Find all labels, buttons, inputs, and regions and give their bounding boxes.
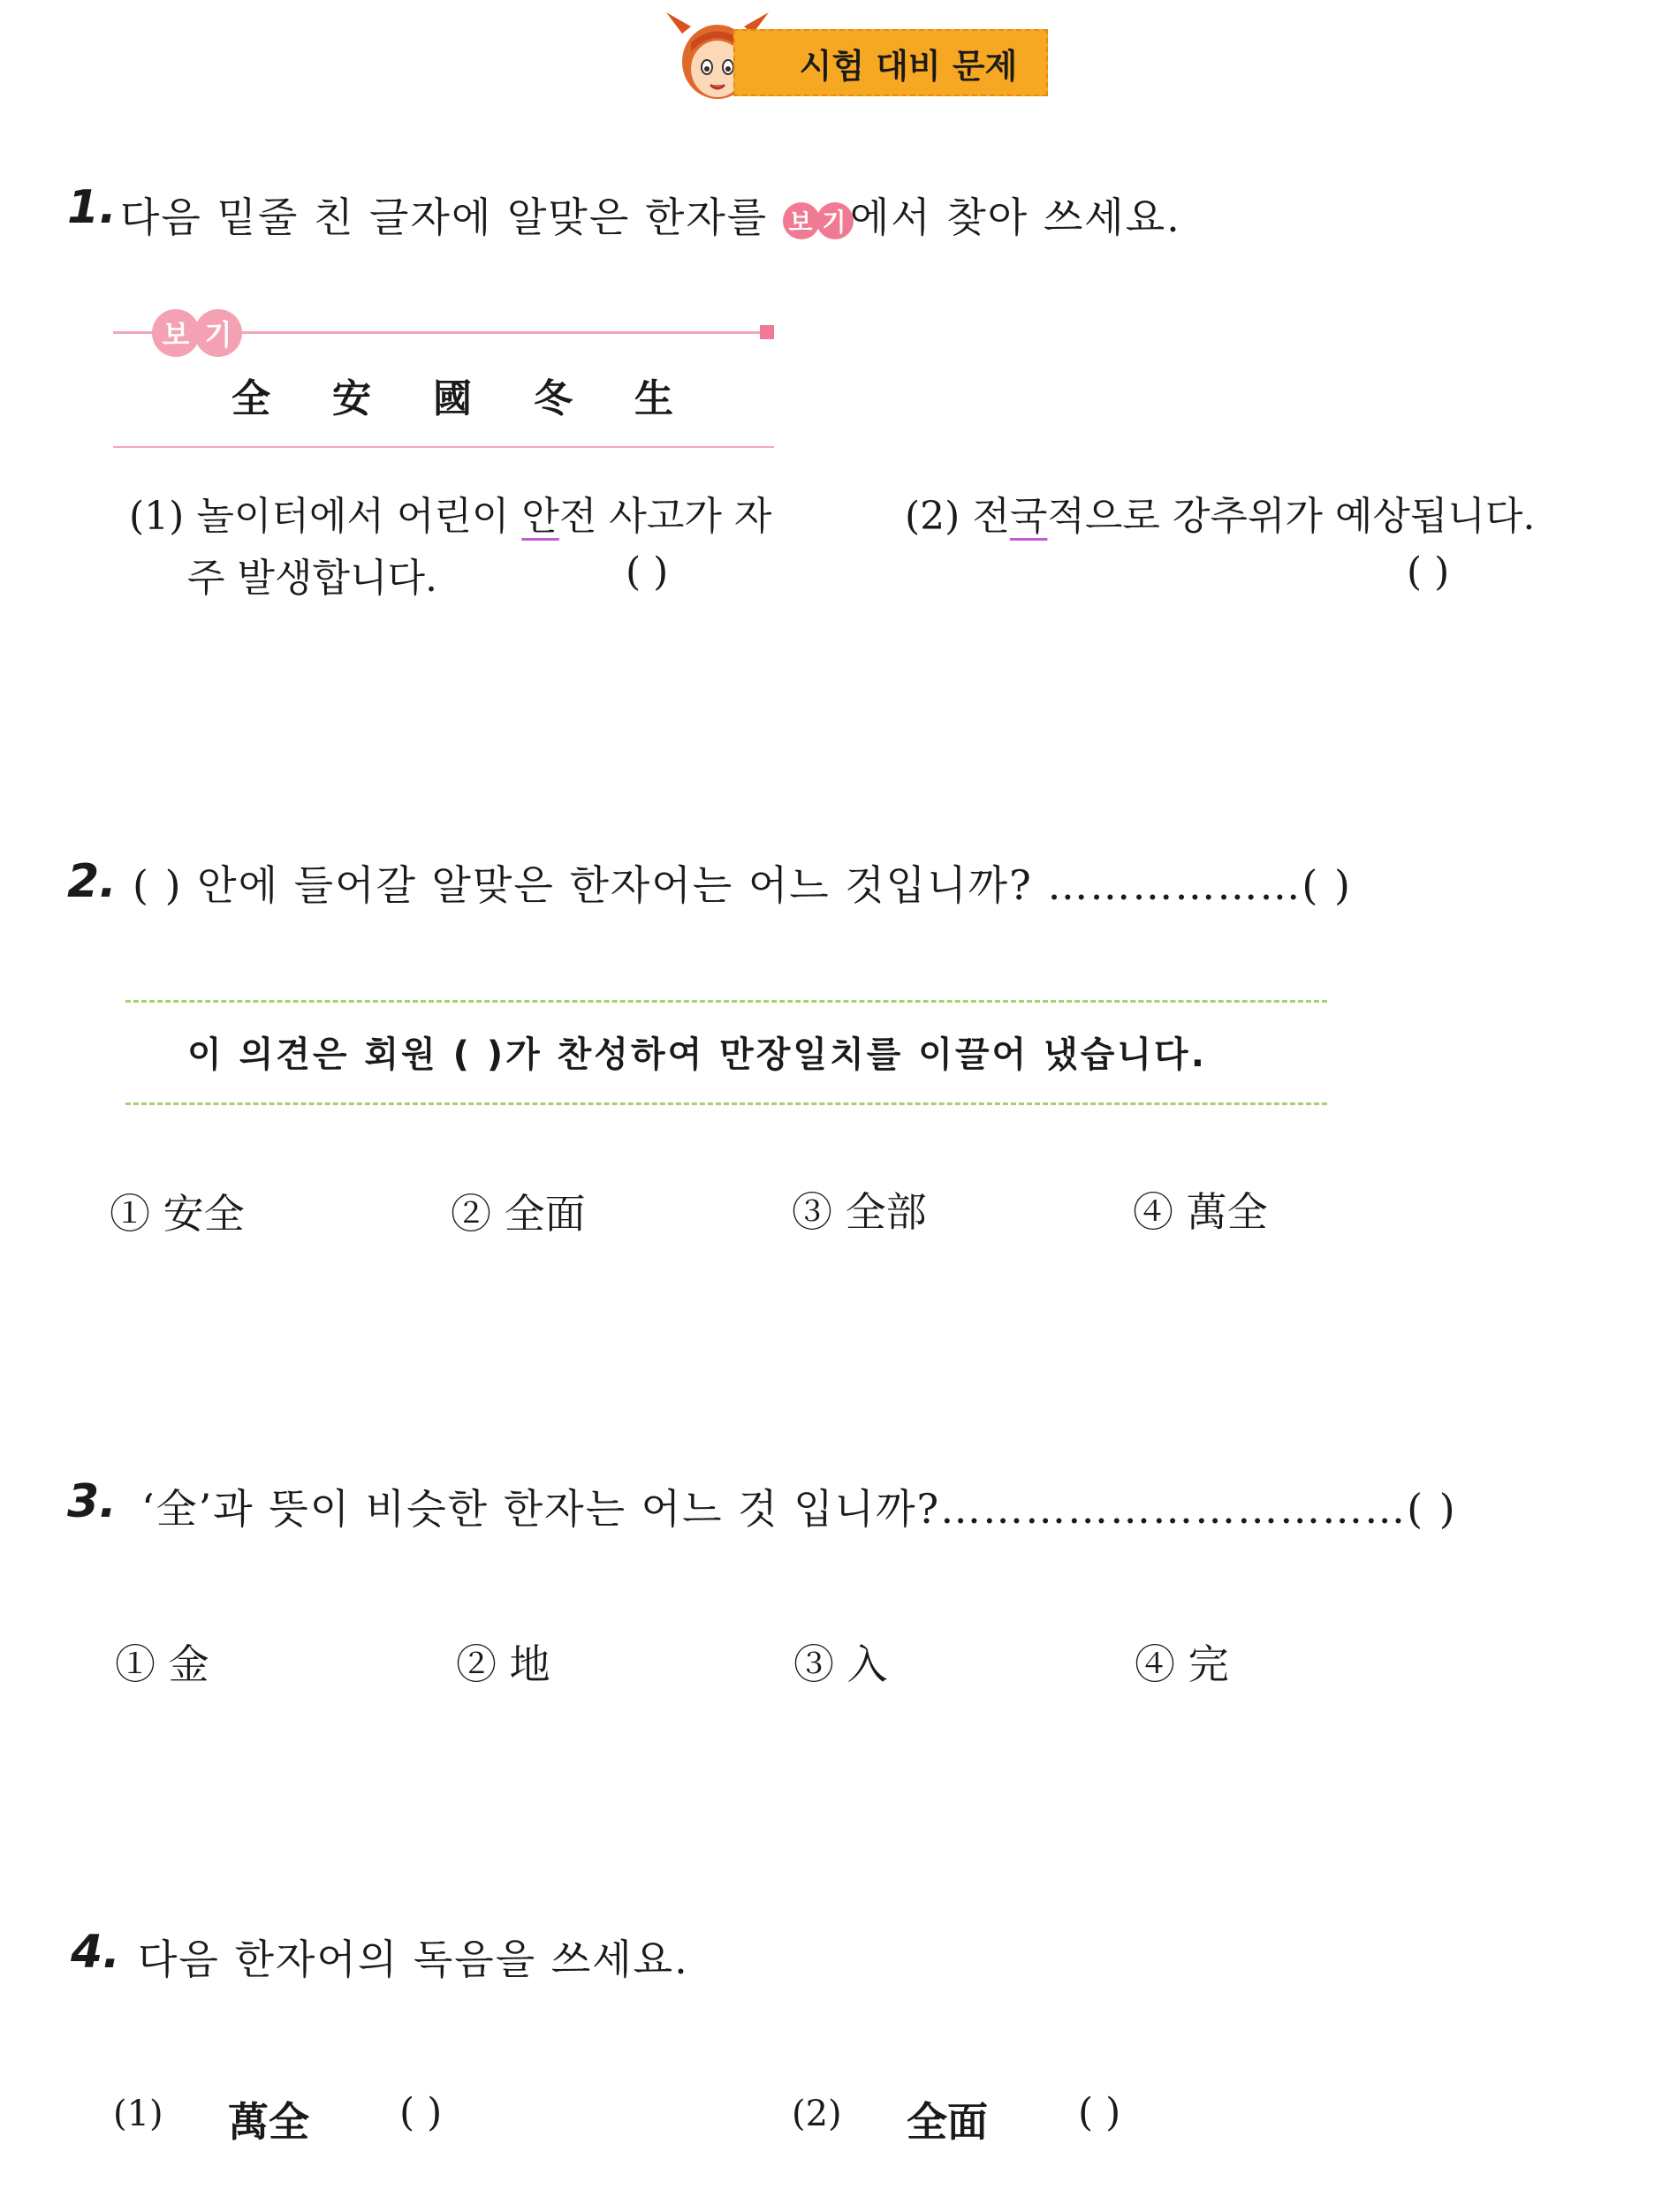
q1-text-after: 에서 찾아 쓰세요. [849, 193, 1181, 241]
bogi-line-end-marker [760, 325, 774, 339]
bogi-char: 보 [783, 202, 820, 239]
bogi-inline-badge [783, 202, 850, 239]
q2-sentence: 이 의견은 회원 ( )가 찬성하여 만장일치를 이끌어 냈습니다. [187, 1034, 1207, 1075]
section-title: 시험 대비 문제 [799, 46, 1018, 86]
q2-option-4[interactable]: ④ 萬全 [1133, 1188, 1268, 1236]
sub-number: (2) [905, 494, 960, 539]
q1-sub1 [129, 486, 771, 610]
q3-option-3[interactable]: ③ 入 [793, 1640, 888, 1688]
q3-option-4[interactable]: ④ 完 [1135, 1640, 1229, 1688]
q4-item-2-number: (2) [792, 2094, 842, 2134]
q1-text-before: 다음 밑줄 친 글자에 알맞은 한자를 [120, 193, 769, 241]
q2-option-3[interactable]: ③ 全部 [792, 1188, 927, 1236]
sentence-bottom-border [125, 1102, 1327, 1105]
sub-number: (1) [129, 494, 185, 539]
bogi-hanja: 國 [433, 376, 472, 421]
q3-option-2[interactable]: ② 地 [456, 1640, 550, 1688]
sub1-underlined: 안 [521, 494, 559, 539]
q3-option-1[interactable]: ① 金 [115, 1640, 209, 1688]
q2-number: 2. [67, 855, 117, 908]
sub1-text-line2: 주 발생합니다. [187, 556, 437, 601]
q3-number: 3. [67, 1475, 117, 1528]
q1-sub1-answer[interactable]: ( ) [626, 549, 669, 595]
q4-number: 4. [71, 1926, 120, 1979]
q4-item-1-answer[interactable]: ( ) [399, 2090, 443, 2135]
bogi-bottom-line [113, 446, 774, 448]
q4-prompt: 다음 한자어의 독음을 쓰세요. [138, 1936, 689, 1983]
q4-item-1-word: 萬全 [228, 2098, 309, 2146]
q2-option-2[interactable]: ② 全面 [451, 1190, 586, 1238]
sub1-text-after: 전 사고가 자 [558, 494, 772, 539]
q1-number: 1. [67, 181, 117, 234]
bogi-label [152, 309, 237, 357]
q3-prompt: ‘全’과 뜻이 비슷한 한자는 어느 것 입니까?……………………………( ) [141, 1485, 1457, 1533]
q2-option-1[interactable]: ① 安全 [110, 1190, 245, 1238]
q4-item-2-word: 全面 [907, 2098, 988, 2146]
bogi-char: 기 [816, 202, 854, 239]
sub2-text-after: 적으로 강추위가 예상됩니다. [1047, 494, 1536, 539]
bogi-label-char: 보 [152, 309, 200, 357]
sub2-text: 전 [972, 494, 1010, 539]
sub1-text: 놀이터에서 어린이 [196, 494, 522, 539]
q4-item-2-answer[interactable]: ( ) [1078, 2090, 1121, 2135]
q2-prompt: ( ) 안에 들어갈 알맞은 한자어는 어느 것입니까? ………………( ) [133, 861, 1352, 909]
q1-sub2 [905, 486, 1535, 548]
bogi-hanja: 安 [332, 376, 371, 421]
bogi-hanja: 冬 [534, 376, 573, 421]
bogi-hanja-list [232, 367, 673, 423]
section-title-badge [733, 29, 1048, 96]
bogi-hanja: 全 [232, 376, 270, 421]
bogi-label-char: 기 [194, 309, 242, 357]
sentence-top-border [125, 1000, 1327, 1003]
sub2-underlined: 국 [1009, 494, 1048, 539]
q1-prompt [120, 186, 1181, 244]
bogi-hanja: 生 [634, 376, 673, 421]
q4-item-1-number: (1) [113, 2094, 163, 2134]
q1-sub2-answer[interactable]: ( ) [1407, 549, 1450, 595]
